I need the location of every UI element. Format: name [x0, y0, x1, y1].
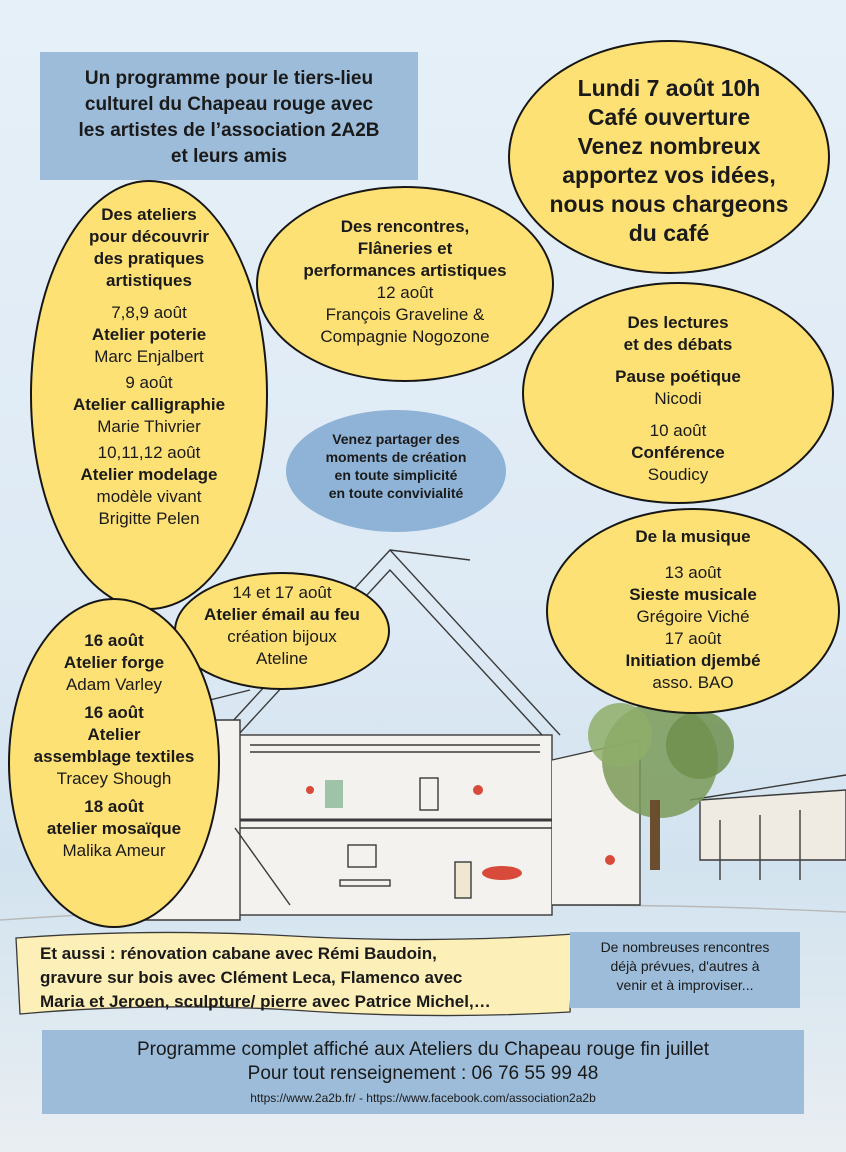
musique-title: Sieste musicale — [629, 585, 757, 604]
forge-artist: Tracey Shough — [56, 769, 172, 788]
footer-links[interactable]: https://www.2a2b.fr/ - https://www.facebook.com/association2a2b — [250, 1091, 596, 1105]
lectures-heading: Des lectures — [627, 313, 729, 332]
intro-line: culturel du Chapeau rouge avec — [84, 94, 374, 115]
intro-line: Un programme pour le tiers-lieu — [84, 68, 374, 89]
cafe-line: du café — [628, 220, 710, 246]
rencontres-heading: Flâneries et — [357, 239, 453, 258]
cafe-line: Venez nombreux — [577, 133, 761, 159]
partager-line: Venez partager des — [332, 431, 460, 447]
intro-line: et leurs amis — [170, 146, 288, 167]
ateliers-heading: pour découvrir — [89, 227, 209, 246]
forge-date: 16 août — [84, 631, 144, 650]
musique-date: 17 août — [664, 629, 722, 648]
rencontres-heading: Des rencontres, — [340, 217, 470, 236]
ateliers-heading: des pratiques — [93, 249, 205, 268]
cafe-line: apportez vos idées, — [562, 162, 776, 188]
rencontres-date: 12 août — [376, 283, 434, 302]
note-line: déjà prévues, d'autres à — [610, 958, 760, 974]
forge-artist: Malika Ameur — [62, 841, 166, 860]
email-subtitle: création bijoux — [227, 627, 337, 646]
ateliers-ellipse — [30, 180, 268, 610]
email-title: Atelier émail au feu — [204, 605, 360, 624]
rencontres-heading: performances artistiques — [303, 261, 507, 280]
email-artist: Ateline — [256, 649, 308, 668]
cafe-title: Café ouverture — [587, 104, 751, 130]
forge-title: assemblage textiles — [33, 747, 195, 766]
note-line: venir et à improviser... — [616, 977, 754, 993]
musique-heading: De la musique — [635, 527, 751, 546]
note-line: De nombreuses rencontres — [600, 939, 770, 955]
rencontres-note — [570, 932, 800, 1008]
forge-title: Atelier forge — [63, 653, 165, 672]
rencontres-artist: Compagnie Nogozone — [320, 327, 490, 346]
atelier-title: Atelier poterie — [91, 325, 207, 344]
musique-artist: Grégoire Viché — [636, 607, 750, 626]
lectures-title: Pause poétique — [615, 367, 741, 386]
musique-artist: asso. BAO — [652, 673, 734, 692]
forge-ellipse — [8, 598, 220, 928]
et-aussi-line: rénovation cabane avec Rémi Baudoin, — [120, 944, 437, 963]
forge-title: atelier mosaïque — [46, 819, 182, 838]
atelier-title: Atelier modelage — [80, 465, 218, 484]
et-aussi-line: Maria et Jeroen, sculpture/ pierre avec Patrice Michel,… — [40, 992, 491, 1011]
atelier-title: Atelier calligraphie — [72, 395, 226, 414]
atelier-date: 10,11,12 août — [97, 443, 201, 462]
et-aussi-label: Et aussi : — [40, 944, 116, 963]
partager-line: moments de création — [325, 449, 467, 465]
atelier-subtitle: modèle vivant — [96, 487, 202, 506]
partager-oval — [286, 410, 506, 532]
musique-title: Initiation djembé — [625, 651, 761, 670]
forge-date: 18 août — [84, 797, 144, 816]
partager-line: en toute convivialité — [328, 485, 464, 501]
rencontres-ellipse — [256, 186, 554, 382]
forge-title: Atelier — [87, 725, 141, 744]
footer-phone: Pour tout renseignement : 06 76 55 99 48 — [247, 1063, 599, 1084]
cafe-ellipse — [508, 40, 830, 274]
ateliers-heading: Des ateliers — [101, 205, 197, 224]
footer-band — [42, 1030, 804, 1114]
atelier-artist: Marc Enjalbert — [94, 347, 204, 366]
cafe-line: nous nous chargeons — [549, 191, 789, 217]
forge-artist: Adam Varley — [65, 675, 163, 694]
forge-date: 16 août — [84, 703, 144, 722]
atelier-date: 7,8,9 août — [111, 303, 187, 322]
musique-date: 13 août — [664, 563, 722, 582]
cafe-date: Lundi 7 août 10h — [577, 75, 761, 101]
intro-line: les artistes de l’association 2A2B — [78, 120, 380, 141]
ateliers-heading: artistiques — [106, 271, 192, 290]
musique-ellipse — [546, 508, 840, 714]
lectures-ellipse — [522, 282, 834, 504]
atelier-artist: Marie Thivrier — [97, 417, 201, 436]
footer-line: Programme complet affiché aux Ateliers du Chapeau rouge fin juillet — [136, 1039, 710, 1060]
atelier-date: 9 août — [125, 373, 173, 392]
lectures-heading: et des débats — [623, 335, 733, 354]
partager-line: en toute simplicité — [334, 467, 458, 483]
lectures-artist: Soudicy — [647, 465, 709, 484]
rencontres-artist: François Graveline & — [325, 305, 485, 324]
et-aussi-scroll — [12, 928, 578, 1018]
et-aussi-line: gravure sur bois avec Clément Leca, Flamenco avec — [40, 968, 463, 987]
email-date: 14 et 17 août — [232, 583, 332, 602]
atelier-artist: Brigitte Pelen — [98, 509, 200, 528]
intro-box — [40, 52, 418, 180]
lectures-date: 10 août — [649, 421, 707, 440]
lectures-title: Conférence — [631, 443, 725, 462]
lectures-artist: Nicodi — [654, 389, 702, 408]
